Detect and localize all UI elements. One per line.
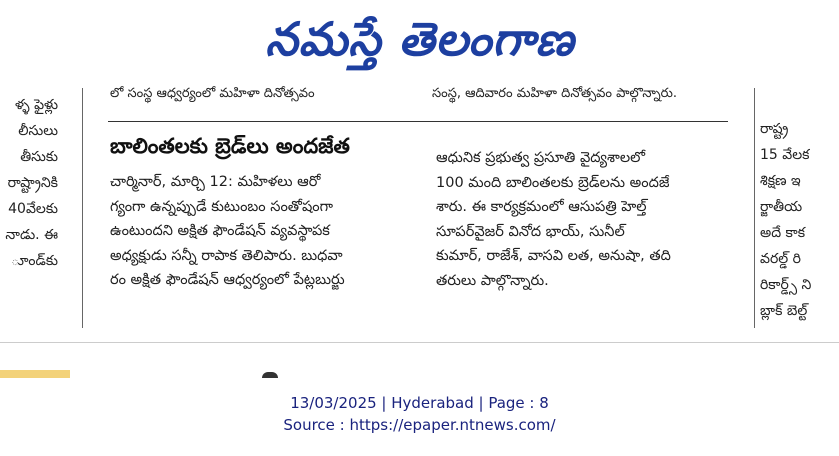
article-line: ఆధునిక ప్రభుత్వ ప్రసూతి వైద్యశాలలో bbox=[436, 150, 646, 166]
footer-source[interactable]: Source : https://epaper.ntnews.com/ bbox=[283, 416, 556, 434]
article-line: చార్మినార్, మార్చి 12: మహిళలు ఆరో bbox=[110, 174, 321, 190]
column-divider-left bbox=[82, 88, 83, 328]
right-column-line: రికార్డ్స్ ని bbox=[760, 277, 812, 293]
right-column-line: బ్లాక్ బెల్ట్ bbox=[760, 303, 808, 319]
clipped-line-mid-left: లో సంస్థ ఆధ్వర్యంలో మహిళా దినోత్సవం bbox=[110, 86, 315, 101]
masthead bbox=[0, 0, 839, 78]
article-line: తరులు పాల్గొన్నారు. bbox=[436, 272, 549, 289]
next-section-glyph bbox=[262, 372, 278, 378]
article-line: సూపర్‌వైజర్ వినోద భాయ్, సునీల్ bbox=[436, 223, 625, 240]
section-separator bbox=[108, 121, 728, 122]
article-line: 100 మంది బాలింతలకు బ్రెడ్‌లను అందజే bbox=[436, 174, 670, 191]
left-column-line: రాష్ట్రానికి bbox=[7, 175, 58, 191]
right-column-line: అదే కాక bbox=[760, 225, 806, 241]
right-column-line: 15 వేలక bbox=[760, 147, 810, 163]
next-section-marker bbox=[0, 370, 70, 378]
article-headline: బాలింతలకు బ్రెడ్‌లు అందజేత bbox=[110, 134, 350, 158]
right-column-line: వరల్డ్ రి bbox=[760, 251, 801, 267]
article-line: కుమార్, రాజేశ్, వాసవి లత, అనుషా, తది bbox=[436, 248, 671, 264]
right-column-fragment bbox=[760, 116, 839, 336]
article-line: గ్యంగా ఉన్నప్పుడే కుటుంబం సంతోషంగా bbox=[110, 198, 333, 215]
article-line: అధ్యక్షుడు సన్నీ రాపాక తెలిపారు. బుధవా bbox=[110, 247, 343, 264]
page-footer bbox=[0, 392, 839, 436]
left-column-fragment bbox=[0, 92, 58, 332]
left-column-line: 40వేలకు bbox=[8, 201, 58, 217]
clipped-line-mid-right: సంస్థ, ఆదివారం మహిళా దినోత్సవం పాల్గొన్నారు. bbox=[432, 86, 677, 101]
article-line: శారు. ఈ కార్యక్రమంలో ఆసుపత్రి హెల్త్ bbox=[436, 199, 647, 215]
left-column-line: ూండ్‌కు bbox=[11, 253, 58, 269]
right-column-line: రాష్ట్ర bbox=[760, 121, 789, 137]
next-section-band bbox=[0, 342, 839, 378]
right-column-line: శిక్షణ ఇ bbox=[760, 173, 801, 189]
column-divider-right bbox=[754, 88, 755, 328]
right-column-line: ర్జాతీయ bbox=[760, 199, 803, 215]
footer-date-edition: 13/03/2025 | Hyderabad | Page : 8 bbox=[290, 394, 549, 412]
left-column-line: లీసులు bbox=[18, 123, 58, 139]
left-column-line: ళ్ళ ఫైళ్లు bbox=[14, 97, 58, 113]
left-column-line: తీసుకు bbox=[20, 149, 58, 165]
article-line: ఉంటుందని అక్షిత ఫౌండేషన్ వ్యవస్థాపక bbox=[110, 223, 330, 239]
article-line: రం అక్షిత ఫౌండేషన్ ఆధ్వర్యంలో పేట్లబుర్జు bbox=[110, 272, 345, 288]
article-column-1 bbox=[110, 170, 415, 293]
masthead-title: నమస్తే తెలంగాణ bbox=[265, 12, 575, 66]
left-column-line: నాడు. ఈ bbox=[5, 227, 58, 243]
article-column-2 bbox=[436, 146, 736, 293]
